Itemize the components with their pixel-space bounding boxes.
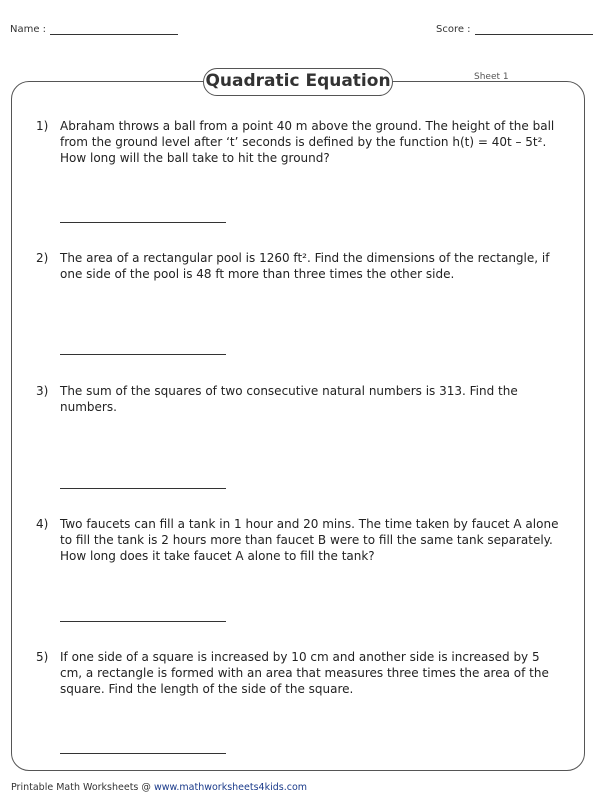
question-number: 3) xyxy=(36,384,49,398)
answer-line-1 xyxy=(60,222,226,223)
sheet-label: Sheet 1 xyxy=(474,72,509,82)
question-number: 5) xyxy=(36,650,49,664)
question-text: Abraham throws a ball from a point 40 m above the ground. The height of the ball from the ground level after ‘t’ seconds is defined by the function h(t) = 40t – 5t². How long will the ball take to hit the ground? xyxy=(60,119,555,165)
question-number: 1) xyxy=(36,119,49,133)
answer-line-2 xyxy=(60,354,226,355)
question-text: Two faucets can fill a tank in 1 hour and 20 mins. The time taken by faucet A alone to fill the tank is 2 hours more than faucet B were to fill the same tank separately. How long does it take faucet A alone to fill the tank? xyxy=(60,517,559,563)
question-number: 4) xyxy=(36,517,49,531)
question-text: The area of a rectangular pool is 1260 ft². Find the dimensions of the rectangle, if one side of the pool is 48 ft more than three times the other side. xyxy=(60,251,550,281)
question-number: 2) xyxy=(36,251,49,265)
question-5 xyxy=(36,649,564,697)
score-blank xyxy=(475,22,593,35)
worksheet-title: Quadratic Equation xyxy=(203,68,393,96)
score-label: Score : xyxy=(436,24,471,35)
footer-site-link[interactable]: www.mathworksheets4kids.com xyxy=(153,782,308,793)
question-text: If one side of a square is increased by 10 cm and another side is increased by 5 cm, a rectangle is formed with an area that measures three times the area of the square. Find the length of the side of the square. xyxy=(60,650,549,696)
answer-line-3 xyxy=(60,488,226,489)
question-text: The sum of the squares of two consecutive natural numbers is 313. Find the numbers. xyxy=(60,384,518,414)
score-field xyxy=(436,22,593,35)
footer-prefix: Printable Math Worksheets @ xyxy=(11,782,154,793)
question-2 xyxy=(36,250,564,282)
footer xyxy=(11,782,307,793)
answer-line-4 xyxy=(60,621,226,622)
name-field xyxy=(10,22,178,35)
name-blank xyxy=(50,22,178,35)
name-label: Name : xyxy=(10,24,47,35)
question-4 xyxy=(36,516,564,564)
question-3 xyxy=(36,383,564,415)
answer-line-5 xyxy=(60,753,226,754)
question-1 xyxy=(36,118,564,166)
